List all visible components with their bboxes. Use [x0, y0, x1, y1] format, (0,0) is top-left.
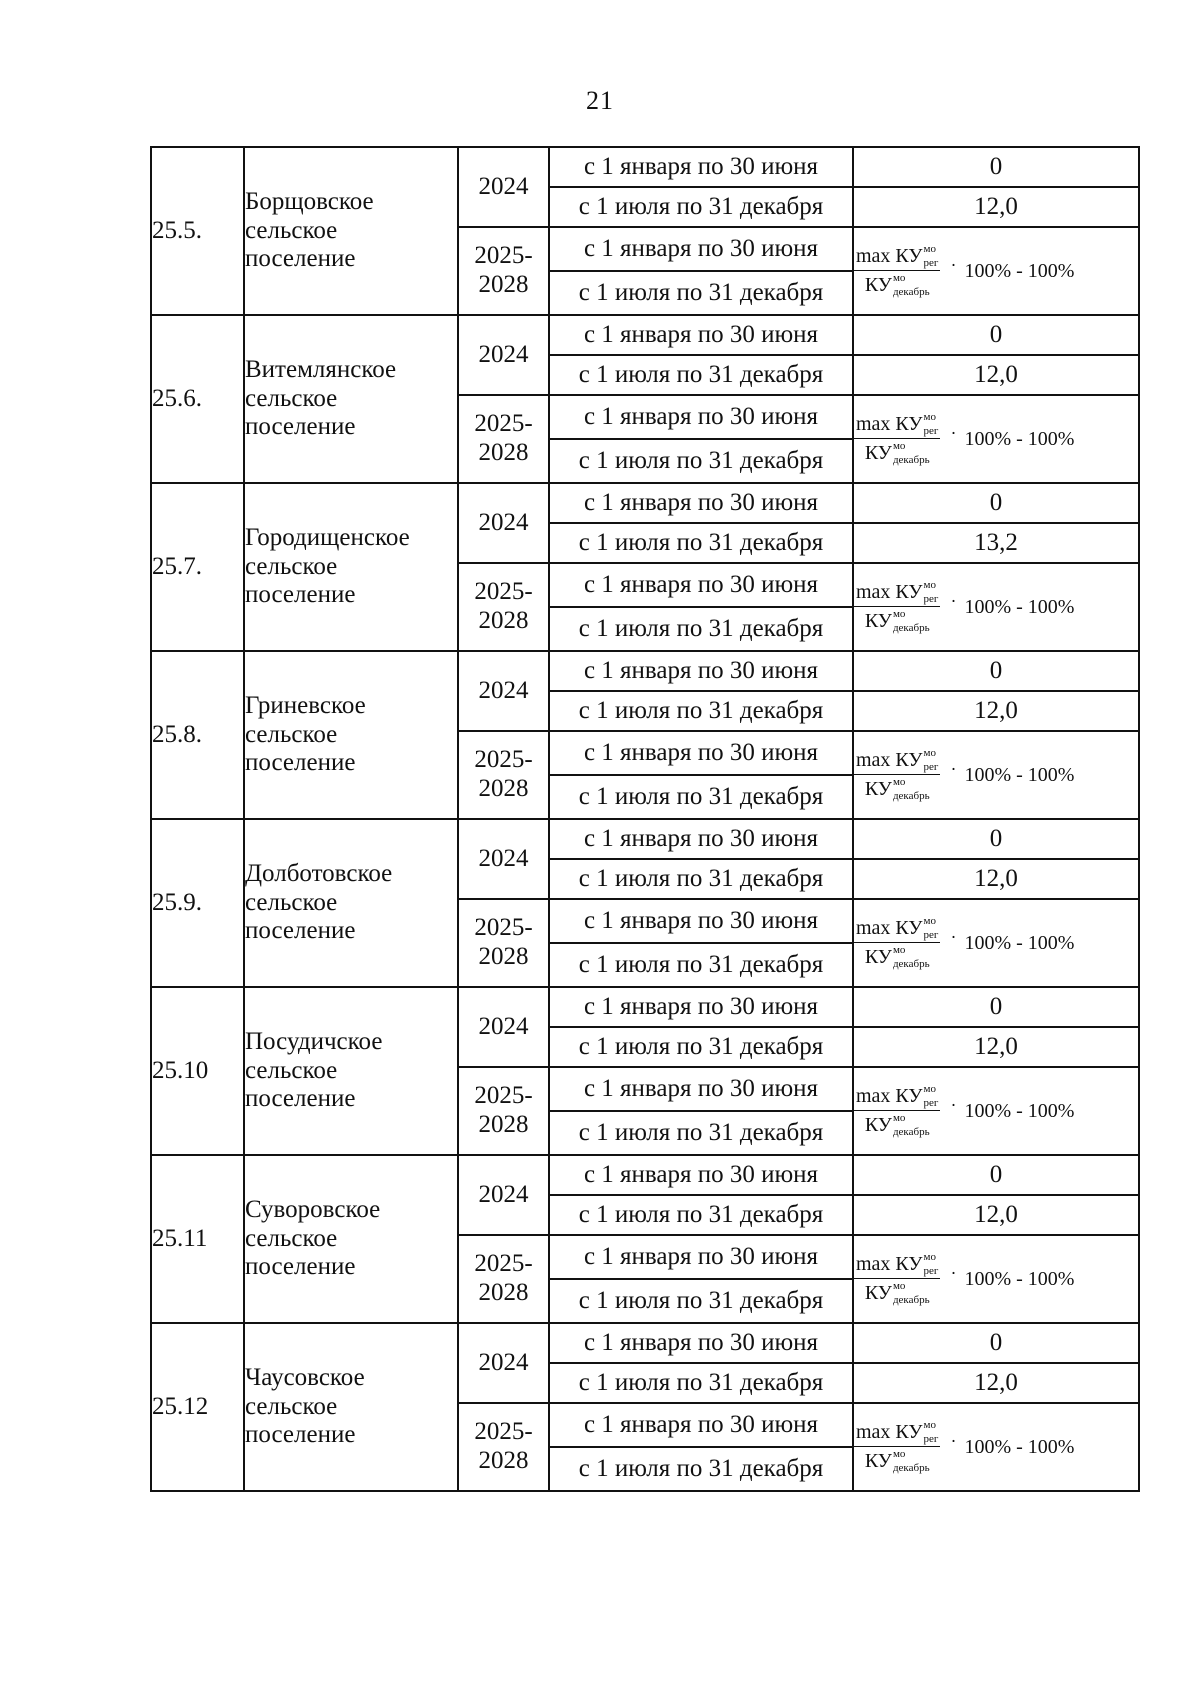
formula-numerator: [854, 413, 940, 439]
settlement-name-line: Долботовское: [245, 859, 393, 887]
settlement-name: [244, 483, 458, 651]
year-range-cell: [458, 227, 549, 315]
formula-sup: мо: [923, 915, 937, 927]
settlement-name-line: сельское: [245, 384, 338, 412]
year-range-cell: [458, 1403, 549, 1491]
formula-sub: декабрь: [892, 622, 930, 635]
formula-numerator: [854, 917, 940, 943]
formula-sub: декабрь: [892, 286, 930, 299]
formula-indices: [892, 272, 930, 299]
item-number: 25.7.: [151, 483, 244, 651]
settlement-name-line: поселение: [245, 581, 356, 609]
formula-sub: рег: [923, 593, 939, 605]
formula-sub: рег: [923, 257, 939, 269]
period-cell: с 1 января по 30 июня: [549, 651, 853, 691]
formula-indices: [892, 440, 930, 467]
formula-indices: [923, 1419, 939, 1445]
formula-sup: мо: [923, 579, 937, 591]
value-cell: 13,2: [853, 523, 1139, 563]
formula-cell: [853, 1235, 1139, 1323]
formula-sub: декабрь: [892, 1294, 930, 1307]
formula-fraction: [854, 1085, 940, 1138]
formula-sub: декабрь: [892, 1462, 930, 1475]
year-range-start: 2025-: [474, 410, 533, 438]
formula-sup: мо: [892, 1112, 906, 1125]
value-cell: 12,0: [853, 187, 1139, 227]
year-range-cell: [458, 1235, 549, 1323]
formula-tail: 100% - 100%: [964, 931, 1075, 954]
settlement-name-line: сельское: [245, 1056, 338, 1084]
year-cell: 2024: [458, 315, 549, 395]
period-cell: с 1 июля по 31 декабря: [549, 1279, 853, 1323]
year-range-cell: [458, 563, 549, 651]
formula-max-ku: max КУ: [856, 748, 923, 771]
formula-sup: мо: [923, 1083, 937, 1095]
year-range-start: 2025-: [474, 1418, 533, 1446]
year-range-start: 2025-: [474, 746, 533, 774]
formula-sub: рег: [923, 761, 939, 773]
settlement-name-line: сельское: [245, 720, 338, 748]
year-range-cell: [458, 731, 549, 819]
formula-sup: мо: [923, 747, 937, 759]
formula-fraction: [854, 917, 940, 970]
formula-indices: [892, 776, 930, 803]
formula-denominator: [865, 775, 930, 801]
formula-indices: [923, 1083, 939, 1109]
period-cell: с 1 июля по 31 декабря: [549, 439, 853, 483]
settlement-name-line: Борщовское: [245, 187, 374, 215]
period-cell: с 1 июля по 31 декабря: [549, 775, 853, 819]
formula-tail: 100% - 100%: [964, 1267, 1075, 1290]
period-cell: с 1 июля по 31 декабря: [549, 523, 853, 563]
formula-sup: мо: [923, 1419, 937, 1431]
settlement-name-line: Витемлянское: [245, 355, 397, 383]
settlement-name-line: сельское: [245, 216, 338, 244]
item-number: 25.9.: [151, 819, 244, 987]
settlement-name: [244, 315, 458, 483]
formula-multiply: ·: [950, 926, 957, 947]
formula-sup: мо: [923, 1251, 937, 1263]
settlement-name-line: Посудичское: [245, 1027, 383, 1055]
formula-indices: [923, 243, 939, 269]
settlement-name: [244, 651, 458, 819]
period-cell: с 1 января по 30 июня: [549, 483, 853, 523]
year-cell: 2024: [458, 651, 549, 731]
formula: [854, 749, 1138, 802]
formula-sup: мо: [892, 1448, 906, 1461]
year-range-end: 2028: [478, 271, 529, 298]
period-cell: с 1 января по 30 июня: [549, 563, 853, 607]
formula-indices: [923, 1251, 939, 1277]
formula-multiply: ·: [950, 1094, 957, 1115]
formula-ku: КУ: [864, 274, 892, 296]
year-range-start: 2025-: [474, 242, 533, 270]
formula-denominator: [865, 1111, 930, 1137]
settlement-name-line: сельское: [245, 1224, 338, 1252]
formula-max-ku: max КУ: [856, 916, 923, 939]
formula-sub: декабрь: [892, 1126, 930, 1139]
year-range-start: 2025-: [474, 914, 533, 942]
period-cell: с 1 июля по 31 декабря: [549, 187, 853, 227]
formula: [854, 245, 1138, 298]
period-cell: с 1 июля по 31 декабря: [549, 1363, 853, 1403]
period-cell: с 1 января по 30 июня: [549, 819, 853, 859]
value-cell: 12,0: [853, 1363, 1139, 1403]
formula: [854, 1085, 1138, 1138]
formula-sub: декабрь: [892, 454, 930, 467]
formula-fraction: [854, 1421, 940, 1474]
formula-ku: КУ: [864, 1114, 892, 1136]
formula-max-ku: max КУ: [856, 1252, 923, 1275]
formula-fraction: [854, 245, 940, 298]
year-cell: 2024: [458, 1323, 549, 1403]
formula-ku: КУ: [864, 610, 892, 632]
formula-max-ku: max КУ: [856, 244, 923, 267]
settlement-name-line: поселение: [245, 749, 356, 777]
formula-sub: декабрь: [892, 790, 930, 803]
formula: [854, 1253, 1138, 1306]
year-range-start: 2025-: [474, 578, 533, 606]
formula-fraction: [854, 413, 940, 466]
formula-sup: мо: [892, 608, 906, 621]
table-row: [151, 987, 1139, 1027]
formula-cell: [853, 899, 1139, 987]
year-range-start: 2025-: [474, 1250, 533, 1278]
settlement-name-line: сельское: [245, 888, 338, 916]
formula-indices: [892, 944, 930, 971]
year-range-end: 2028: [478, 943, 529, 970]
formula-sup: мо: [892, 272, 906, 285]
formula-denominator: [865, 439, 930, 465]
settlement-name: [244, 1155, 458, 1323]
formula-max-ku: max КУ: [856, 412, 923, 435]
formula-multiply: ·: [950, 254, 957, 275]
formula-cell: [853, 731, 1139, 819]
year-range-end: 2028: [478, 775, 529, 802]
formula-multiply: ·: [950, 590, 957, 611]
year-range-end: 2028: [478, 1111, 529, 1138]
settlement-name: [244, 987, 458, 1155]
formula: [854, 917, 1138, 970]
table-row: [151, 651, 1139, 691]
period-cell: с 1 июля по 31 декабря: [549, 271, 853, 315]
table-row: [151, 819, 1139, 859]
formula-multiply: ·: [950, 422, 957, 443]
formula-sub: рег: [923, 1433, 939, 1445]
period-cell: с 1 июля по 31 декабря: [549, 1027, 853, 1067]
formula-cell: [853, 563, 1139, 651]
formula-sub: рег: [923, 425, 939, 437]
period-cell: с 1 января по 30 июня: [549, 1403, 853, 1447]
formula-sup: мо: [892, 1280, 906, 1293]
formula-numerator: [854, 581, 940, 607]
formula-multiply: ·: [950, 758, 957, 779]
settlement-name-line: Гриневское: [245, 691, 366, 719]
year-range-start: 2025-: [474, 1082, 533, 1110]
year-cell: 2024: [458, 483, 549, 563]
formula-sup: мо: [923, 243, 937, 255]
period-cell: с 1 июля по 31 декабря: [549, 355, 853, 395]
formula-numerator: [854, 1253, 940, 1279]
formula-indices: [923, 747, 939, 773]
formula-indices: [892, 608, 930, 635]
value-cell: 0: [853, 987, 1139, 1027]
year-cell: 2024: [458, 147, 549, 227]
table-row: [151, 147, 1139, 187]
formula-cell: [853, 395, 1139, 483]
year-range-end: 2028: [478, 607, 529, 634]
settlement-name-line: поселение: [245, 1253, 356, 1281]
formula-denominator: [865, 271, 930, 297]
item-number: 25.11: [151, 1155, 244, 1323]
value-cell: 12,0: [853, 1027, 1139, 1067]
formula-indices: [892, 1280, 930, 1307]
formula-max-ku: max КУ: [856, 1084, 923, 1107]
settlement-name: [244, 1323, 458, 1491]
formula-max-ku: max КУ: [856, 580, 923, 603]
period-cell: с 1 января по 30 июня: [549, 1067, 853, 1111]
formula-sub: рег: [923, 929, 939, 941]
formula-ku: КУ: [864, 1282, 892, 1304]
formula-indices: [923, 579, 939, 605]
formula-numerator: [854, 1421, 940, 1447]
settlement-name-line: сельское: [245, 1392, 338, 1420]
settlement-name-line: поселение: [245, 1421, 356, 1449]
formula-denominator: [865, 1279, 930, 1305]
period-cell: с 1 января по 30 июня: [549, 899, 853, 943]
formula-sup: мо: [892, 440, 906, 453]
formula-sup: мо: [892, 776, 906, 789]
formula-indices: [923, 915, 939, 941]
formula-ku: КУ: [864, 1450, 892, 1472]
formula-tail: 100% - 100%: [964, 1099, 1075, 1122]
table-row: [151, 483, 1139, 523]
year-range-end: 2028: [478, 1279, 529, 1306]
period-cell: с 1 июля по 31 декабря: [549, 943, 853, 987]
settlement-name-line: Суворовское: [245, 1195, 381, 1223]
settlement-name-line: Чаусовское: [245, 1363, 365, 1391]
formula-fraction: [854, 749, 940, 802]
value-cell: 12,0: [853, 691, 1139, 731]
value-cell: 0: [853, 483, 1139, 523]
formula-cell: [853, 1403, 1139, 1491]
period-cell: с 1 июля по 31 декабря: [549, 1447, 853, 1491]
settlement-name-line: поселение: [245, 1085, 356, 1113]
formula-sub: рег: [923, 1265, 939, 1277]
period-cell: с 1 января по 30 июня: [549, 1155, 853, 1195]
value-cell: 0: [853, 651, 1139, 691]
formula-sub: рег: [923, 1097, 939, 1109]
page-number: 21: [586, 86, 614, 115]
year-range-end: 2028: [478, 1447, 529, 1474]
formula-tail: 100% - 100%: [964, 1435, 1075, 1458]
table-row: [151, 315, 1139, 355]
value-cell: 0: [853, 1155, 1139, 1195]
period-cell: с 1 января по 30 июня: [549, 395, 853, 439]
settlement-name: [244, 147, 458, 315]
tariff-table: [150, 146, 1140, 1492]
formula-denominator: [865, 1447, 930, 1473]
formula: [854, 1421, 1138, 1474]
formula-indices: [923, 411, 939, 437]
period-cell: с 1 января по 30 июня: [549, 315, 853, 355]
year-cell: 2024: [458, 987, 549, 1067]
value-cell: 12,0: [853, 355, 1139, 395]
formula-indices: [892, 1112, 930, 1139]
table-row: [151, 1323, 1139, 1363]
formula: [854, 413, 1138, 466]
tariff-table-body: [151, 147, 1139, 1491]
formula-numerator: [854, 749, 940, 775]
value-cell: 12,0: [853, 1195, 1139, 1235]
year-cell: 2024: [458, 1155, 549, 1235]
year-cell: 2024: [458, 819, 549, 899]
formula-multiply: ·: [950, 1430, 957, 1451]
value-cell: 12,0: [853, 859, 1139, 899]
formula-numerator: [854, 1085, 940, 1111]
period-cell: с 1 января по 30 июня: [549, 227, 853, 271]
formula-denominator: [865, 943, 930, 969]
formula-tail: 100% - 100%: [964, 763, 1075, 786]
settlement-name: [244, 819, 458, 987]
formula-ku: КУ: [864, 778, 892, 800]
period-cell: с 1 января по 30 июня: [549, 147, 853, 187]
year-range-cell: [458, 395, 549, 483]
formula-multiply: ·: [950, 1262, 957, 1283]
formula-ku: КУ: [864, 946, 892, 968]
period-cell: с 1 января по 30 июня: [549, 1235, 853, 1279]
item-number: 25.6.: [151, 315, 244, 483]
formula-sup: мо: [923, 411, 937, 423]
value-cell: 0: [853, 315, 1139, 355]
formula-tail: 100% - 100%: [964, 259, 1075, 282]
item-number: 25.8.: [151, 651, 244, 819]
settlement-name-line: поселение: [245, 245, 356, 273]
formula-tail: 100% - 100%: [964, 595, 1075, 618]
settlement-name-line: поселение: [245, 917, 356, 945]
year-range-end: 2028: [478, 439, 529, 466]
table-row: [151, 1155, 1139, 1195]
formula-cell: [853, 227, 1139, 315]
value-cell: 0: [853, 819, 1139, 859]
settlement-name-line: Городищенское: [245, 523, 410, 551]
formula-indices: [892, 1448, 930, 1475]
year-range-cell: [458, 1067, 549, 1155]
period-cell: с 1 июля по 31 декабря: [549, 1111, 853, 1155]
value-cell: 0: [853, 147, 1139, 187]
period-cell: с 1 июля по 31 декабря: [549, 1195, 853, 1235]
formula-cell: [853, 1067, 1139, 1155]
item-number: 25.10: [151, 987, 244, 1155]
formula-tail: 100% - 100%: [964, 427, 1075, 450]
period-cell: с 1 июля по 31 декабря: [549, 607, 853, 651]
formula-max-ku: max КУ: [856, 1420, 923, 1443]
period-cell: с 1 июля по 31 декабря: [549, 691, 853, 731]
formula-numerator: [854, 245, 940, 271]
formula-denominator: [865, 607, 930, 633]
formula: [854, 581, 1138, 634]
formula-fraction: [854, 1253, 940, 1306]
formula-ku: КУ: [864, 442, 892, 464]
formula-sup: мо: [892, 944, 906, 957]
period-cell: с 1 января по 30 июня: [549, 731, 853, 775]
year-range-cell: [458, 899, 549, 987]
period-cell: с 1 января по 30 июня: [549, 987, 853, 1027]
period-cell: с 1 января по 30 июня: [549, 1323, 853, 1363]
settlement-name-line: сельское: [245, 552, 338, 580]
period-cell: с 1 июля по 31 декабря: [549, 859, 853, 899]
item-number: 25.12: [151, 1323, 244, 1491]
item-number: 25.5.: [151, 147, 244, 315]
formula-sub: декабрь: [892, 958, 930, 971]
value-cell: 0: [853, 1323, 1139, 1363]
formula-fraction: [854, 581, 940, 634]
settlement-name-line: поселение: [245, 413, 356, 441]
